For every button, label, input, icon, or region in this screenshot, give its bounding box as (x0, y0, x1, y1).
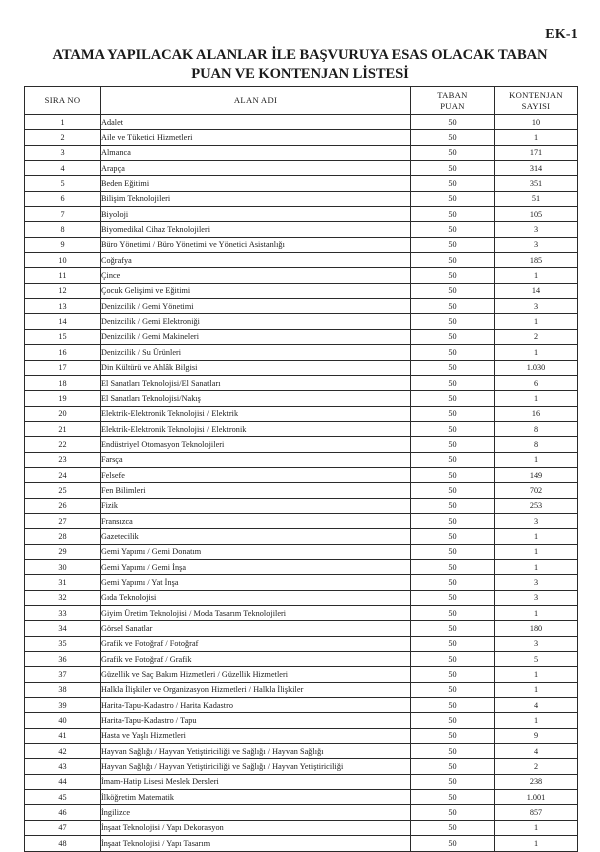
table-row (25, 698, 578, 713)
row-quota-count: 702 (495, 483, 578, 498)
row-field-name: Felsefe (101, 467, 411, 482)
row-base-score: 50 (411, 345, 495, 360)
row-base-score: 50 (411, 682, 495, 697)
table-row (25, 115, 578, 130)
table-row (25, 805, 578, 820)
quota-table (24, 86, 578, 852)
row-quota-count: 857 (495, 805, 578, 820)
row-base-score: 50 (411, 667, 495, 682)
row-field-name: Gıda Teknolojisi (101, 590, 411, 605)
row-base-score: 50 (411, 115, 495, 130)
row-field-name: Gazetecilik (101, 529, 411, 544)
table-row (25, 728, 578, 743)
row-order-number: 22 (25, 437, 101, 452)
row-order-number: 31 (25, 575, 101, 590)
row-quota-count: 149 (495, 467, 578, 482)
table-row (25, 820, 578, 835)
row-order-number: 20 (25, 406, 101, 421)
row-quota-count: 1 (495, 606, 578, 621)
row-quota-count: 1 (495, 452, 578, 467)
row-order-number: 24 (25, 467, 101, 482)
row-field-name: Denizcilik / Gemi Yönetimi (101, 299, 411, 314)
table-row (25, 713, 578, 728)
row-field-name: İlköğretim Matematik (101, 790, 411, 805)
row-field-name: Adalet (101, 115, 411, 130)
row-field-name: Din Kültürü ve Ahlâk Bilgisi (101, 360, 411, 375)
row-field-name: Farsça (101, 452, 411, 467)
column-header-sira-no: SIRA NO (25, 87, 101, 115)
table-row (25, 544, 578, 559)
row-quota-count: 5 (495, 652, 578, 667)
row-base-score: 50 (411, 452, 495, 467)
table-header (25, 87, 578, 115)
row-base-score: 50 (411, 237, 495, 252)
row-base-score: 50 (411, 820, 495, 835)
table-header-row (25, 87, 578, 115)
table-row (25, 759, 578, 774)
row-quota-count: 3 (495, 575, 578, 590)
row-quota-count: 10 (495, 115, 578, 130)
table-row (25, 283, 578, 298)
row-order-number: 2 (25, 130, 101, 145)
table-row (25, 391, 578, 406)
row-order-number: 45 (25, 790, 101, 805)
row-base-score: 50 (411, 176, 495, 191)
row-quota-count: 1 (495, 314, 578, 329)
row-quota-count: 6 (495, 375, 578, 390)
table-row (25, 161, 578, 176)
table-row (25, 606, 578, 621)
row-field-name: Aile ve Tüketici Hizmetleri (101, 130, 411, 145)
row-base-score: 50 (411, 575, 495, 590)
table-row (25, 774, 578, 789)
row-base-score: 50 (411, 805, 495, 820)
row-order-number: 47 (25, 820, 101, 835)
row-order-number: 9 (25, 237, 101, 252)
row-quota-count: 1 (495, 130, 578, 145)
row-base-score: 50 (411, 130, 495, 145)
row-quota-count: 3 (495, 590, 578, 605)
table-row (25, 559, 578, 574)
row-base-score: 50 (411, 391, 495, 406)
column-header-taban-puan: TABAN PUAN (411, 87, 495, 115)
row-base-score: 50 (411, 467, 495, 482)
row-field-name: El Sanatları Teknolojisi/El Sanatları (101, 375, 411, 390)
row-quota-count: 1 (495, 529, 578, 544)
row-order-number: 4 (25, 161, 101, 176)
row-order-number: 25 (25, 483, 101, 498)
row-quota-count: 8 (495, 421, 578, 436)
table-row (25, 253, 578, 268)
row-quota-count: 1.001 (495, 790, 578, 805)
row-quota-count: 1 (495, 682, 578, 697)
row-quota-count: 180 (495, 621, 578, 636)
row-order-number: 11 (25, 268, 101, 283)
row-order-number: 19 (25, 391, 101, 406)
row-base-score: 50 (411, 728, 495, 743)
row-field-name: Coğrafya (101, 253, 411, 268)
row-field-name: Fizik (101, 498, 411, 513)
row-order-number: 3 (25, 145, 101, 160)
row-field-name: Arapça (101, 161, 411, 176)
table-row (25, 222, 578, 237)
row-quota-count: 4 (495, 744, 578, 759)
row-field-name: Denizcilik / Su Ürünleri (101, 345, 411, 360)
row-order-number: 14 (25, 314, 101, 329)
table-row (25, 467, 578, 482)
row-order-number: 36 (25, 652, 101, 667)
row-base-score: 50 (411, 790, 495, 805)
row-order-number: 21 (25, 421, 101, 436)
row-quota-count: 105 (495, 207, 578, 222)
row-base-score: 50 (411, 652, 495, 667)
row-field-name: Halkla İlişkiler ve Organizasyon Hizmetleri / Halkla İlişkiler (101, 682, 411, 697)
row-quota-count: 3 (495, 513, 578, 528)
table-row (25, 130, 578, 145)
table-row (25, 329, 578, 344)
row-field-name: İnşaat Teknolojisi / Yapı Dekorasyon (101, 820, 411, 835)
row-order-number: 46 (25, 805, 101, 820)
row-quota-count: 1 (495, 836, 578, 851)
row-base-score: 50 (411, 360, 495, 375)
row-field-name: Grafik ve Fotoğraf / Fotoğraf (101, 636, 411, 651)
table-row (25, 513, 578, 528)
row-base-score: 50 (411, 559, 495, 574)
row-quota-count: 3 (495, 222, 578, 237)
row-order-number: 27 (25, 513, 101, 528)
table-row (25, 360, 578, 375)
table-row (25, 621, 578, 636)
row-order-number: 1 (25, 115, 101, 130)
row-order-number: 40 (25, 713, 101, 728)
row-field-name: Gemi Yapımı / Yat İnşa (101, 575, 411, 590)
row-base-score: 50 (411, 421, 495, 436)
table-row (25, 452, 578, 467)
row-base-score: 50 (411, 161, 495, 176)
row-field-name: Hayvan Sağlığı / Hayvan Yetiştiriciliği ve Sağlığı / Hayvan Yetiştiriciliği (101, 759, 411, 774)
row-field-name: Beden Eğitimi (101, 176, 411, 191)
quota-table-container (24, 86, 577, 852)
row-base-score: 50 (411, 191, 495, 206)
row-order-number: 26 (25, 498, 101, 513)
column-header-kontenjan-sayisi: KONTENJAN SAYISI (495, 87, 578, 115)
row-base-score: 50 (411, 498, 495, 513)
row-field-name: Harita-Tapu-Kadastro / Tapu (101, 713, 411, 728)
table-row (25, 483, 578, 498)
row-field-name: Endüstriyel Otomasyon Teknolojileri (101, 437, 411, 452)
row-base-score: 50 (411, 590, 495, 605)
row-field-name: Gemi Yapımı / Gemi Donatım (101, 544, 411, 559)
table-row (25, 836, 578, 851)
table-row (25, 667, 578, 682)
row-order-number: 42 (25, 744, 101, 759)
table-row (25, 268, 578, 283)
row-base-score: 50 (411, 314, 495, 329)
document-title-line-1: ATAMA YAPILACAK ALANLAR İLE BAŞVURUYA ESAS OLACAK TABAN (52, 47, 548, 63)
row-quota-count: 253 (495, 498, 578, 513)
row-order-number: 10 (25, 253, 101, 268)
table-row (25, 191, 578, 206)
table-row (25, 176, 578, 191)
table-row (25, 682, 578, 697)
table-row (25, 314, 578, 329)
row-base-score: 50 (411, 606, 495, 621)
document-title-line-2: PUAN VE KONTENJAN LİSTESİ (191, 66, 409, 82)
row-base-score: 50 (411, 437, 495, 452)
row-quota-count: 171 (495, 145, 578, 160)
row-field-name: İngilizce (101, 805, 411, 820)
row-quota-count: 1 (495, 667, 578, 682)
row-field-name: Fransızca (101, 513, 411, 528)
row-quota-count: 1 (495, 544, 578, 559)
row-quota-count: 1 (495, 268, 578, 283)
row-order-number: 39 (25, 698, 101, 713)
row-field-name: Güzellik ve Saç Bakım Hizmetleri / Güzellik Hizmetleri (101, 667, 411, 682)
row-base-score: 50 (411, 774, 495, 789)
row-base-score: 50 (411, 513, 495, 528)
table-row (25, 145, 578, 160)
table-row (25, 375, 578, 390)
row-base-score: 50 (411, 253, 495, 268)
row-order-number: 7 (25, 207, 101, 222)
row-order-number: 41 (25, 728, 101, 743)
row-order-number: 18 (25, 375, 101, 390)
row-order-number: 15 (25, 329, 101, 344)
row-quota-count: 238 (495, 774, 578, 789)
row-field-name: Hasta ve Yaşlı Hizmetleri (101, 728, 411, 743)
row-order-number: 38 (25, 682, 101, 697)
table-row (25, 406, 578, 421)
row-base-score: 50 (411, 222, 495, 237)
row-order-number: 12 (25, 283, 101, 298)
row-order-number: 13 (25, 299, 101, 314)
row-quota-count: 9 (495, 728, 578, 743)
row-order-number: 16 (25, 345, 101, 360)
row-field-name: Harita-Tapu-Kadastro / Harita Kadastro (101, 698, 411, 713)
row-field-name: İmam-Hatip Lisesi Meslek Dersleri (101, 774, 411, 789)
row-field-name: Almanca (101, 145, 411, 160)
table-row (25, 421, 578, 436)
row-field-name: Bilişim Teknolojileri (101, 191, 411, 206)
row-base-score: 50 (411, 375, 495, 390)
row-quota-count: 1 (495, 713, 578, 728)
row-order-number: 37 (25, 667, 101, 682)
table-row (25, 498, 578, 513)
table-row (25, 590, 578, 605)
row-base-score: 50 (411, 329, 495, 344)
row-field-name: El Sanatları Teknolojisi/Nakış (101, 391, 411, 406)
table-row (25, 529, 578, 544)
row-order-number: 34 (25, 621, 101, 636)
row-order-number: 29 (25, 544, 101, 559)
row-order-number: 17 (25, 360, 101, 375)
row-order-number: 35 (25, 636, 101, 651)
row-field-name: Görsel Sanatlar (101, 621, 411, 636)
row-field-name: Denizcilik / Gemi Makineleri (101, 329, 411, 344)
row-base-score: 50 (411, 836, 495, 851)
row-field-name: Denizcilik / Gemi Elektroniği (101, 314, 411, 329)
table-row (25, 575, 578, 590)
row-base-score: 50 (411, 268, 495, 283)
row-base-score: 50 (411, 759, 495, 774)
row-field-name: Gemi Yapımı / Gemi İnşa (101, 559, 411, 574)
table-row (25, 636, 578, 651)
row-field-name: Grafik ve Fotoğraf / Grafik (101, 652, 411, 667)
row-order-number: 8 (25, 222, 101, 237)
row-quota-count: 1 (495, 345, 578, 360)
row-quota-count: 2 (495, 329, 578, 344)
row-base-score: 50 (411, 636, 495, 651)
row-base-score: 50 (411, 207, 495, 222)
row-field-name: Çince (101, 268, 411, 283)
row-base-score: 50 (411, 744, 495, 759)
row-quota-count: 1 (495, 820, 578, 835)
table-row (25, 744, 578, 759)
row-base-score: 50 (411, 283, 495, 298)
row-order-number: 5 (25, 176, 101, 191)
row-base-score: 50 (411, 299, 495, 314)
row-quota-count: 1 (495, 559, 578, 574)
row-order-number: 28 (25, 529, 101, 544)
row-quota-count: 3 (495, 299, 578, 314)
row-order-number: 48 (25, 836, 101, 851)
row-base-score: 50 (411, 145, 495, 160)
row-quota-count: 1.030 (495, 360, 578, 375)
row-base-score: 50 (411, 483, 495, 498)
row-base-score: 50 (411, 529, 495, 544)
row-field-name: Elektrik-Elektronik Teknolojisi / Elektrik (101, 406, 411, 421)
row-quota-count: 185 (495, 253, 578, 268)
row-field-name: Biyoloji (101, 207, 411, 222)
row-field-name: Biyomedikal Cihaz Teknolojileri (101, 222, 411, 237)
table-row (25, 652, 578, 667)
row-quota-count: 314 (495, 161, 578, 176)
table-row (25, 207, 578, 222)
row-base-score: 50 (411, 621, 495, 636)
row-quota-count: 51 (495, 191, 578, 206)
row-base-score: 50 (411, 698, 495, 713)
row-field-name: Fen Bilimleri (101, 483, 411, 498)
row-order-number: 6 (25, 191, 101, 206)
row-quota-count: 351 (495, 176, 578, 191)
table-row (25, 437, 578, 452)
row-order-number: 44 (25, 774, 101, 789)
row-quota-count: 4 (495, 698, 578, 713)
row-field-name: Giyim Üretim Teknolojisi / Moda Tasarım Teknolojileri (101, 606, 411, 621)
document-title (22, 46, 578, 84)
table-row (25, 345, 578, 360)
row-order-number: 23 (25, 452, 101, 467)
row-field-name: Çocuk Gelişimi ve Eğitimi (101, 283, 411, 298)
row-field-name: Elektrik-Elektronik Teknolojisi / Elektronik (101, 421, 411, 436)
row-order-number: 33 (25, 606, 101, 621)
row-order-number: 30 (25, 559, 101, 574)
table-row (25, 237, 578, 252)
row-quota-count: 16 (495, 406, 578, 421)
row-base-score: 50 (411, 544, 495, 559)
row-base-score: 50 (411, 406, 495, 421)
row-field-name: İnşaat Teknolojisi / Yapı Tasarım (101, 836, 411, 851)
row-quota-count: 3 (495, 237, 578, 252)
table-body (25, 115, 578, 852)
row-quota-count: 2 (495, 759, 578, 774)
row-order-number: 32 (25, 590, 101, 605)
row-quota-count: 3 (495, 636, 578, 651)
table-row (25, 299, 578, 314)
annex-label: EK-1 (545, 27, 578, 42)
row-order-number: 43 (25, 759, 101, 774)
row-field-name: Hayvan Sağlığı / Hayvan Yetiştiriciliği ve Sağlığı / Hayvan Sağlığı (101, 744, 411, 759)
column-header-alan-adi: ALAN ADI (101, 87, 411, 115)
row-quota-count: 14 (495, 283, 578, 298)
row-quota-count: 8 (495, 437, 578, 452)
row-base-score: 50 (411, 713, 495, 728)
row-field-name: Büro Yönetimi / Büro Yönetimi ve Yönetici Asistanlığı (101, 237, 411, 252)
table-row (25, 790, 578, 805)
row-quota-count: 1 (495, 391, 578, 406)
